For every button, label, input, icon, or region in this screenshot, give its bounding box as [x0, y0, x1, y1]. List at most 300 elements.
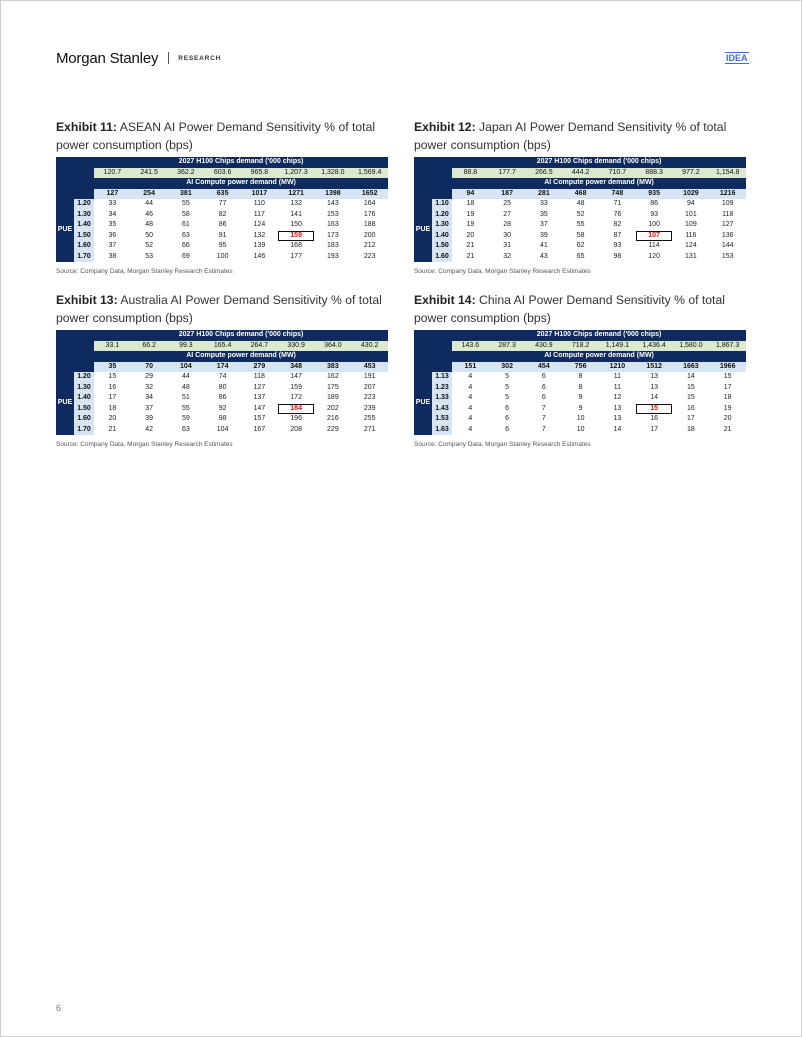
chips-value: 718.2: [562, 341, 599, 352]
sensitivity-table-wrap: [414, 157, 754, 262]
table-cell: 14: [650, 394, 659, 401]
pue-value: 1.20: [74, 199, 94, 210]
table-row: [414, 241, 746, 252]
table-cell: 20: [466, 231, 475, 239]
table-cell: 7: [541, 404, 546, 412]
exhibit-number: Exhibit 12:: [414, 120, 476, 134]
corner-cell: [432, 330, 452, 341]
table-cell: 127: [253, 383, 266, 391]
table-row: [56, 231, 388, 242]
table-cell: 196: [290, 415, 302, 422]
mw-value: 279: [241, 362, 278, 373]
source-note: Source: Company Data, Morgan Stanley Research Estimates: [414, 441, 591, 448]
table-cell: 37: [539, 221, 548, 228]
exhibit-number: Exhibit 11:: [56, 120, 117, 134]
mw-value: 381: [168, 189, 205, 200]
mw-value: 254: [131, 189, 168, 200]
table-cell: 15: [686, 383, 695, 391]
table-cell: 202: [327, 404, 339, 412]
table-cell: 65: [576, 252, 585, 260]
table-cell: 164: [363, 200, 376, 207]
pue-value: 1.20: [74, 372, 94, 383]
mw-value: 1029: [673, 189, 710, 200]
pue-value: 1.33: [432, 393, 452, 404]
highlighted-cell: 107: [636, 231, 672, 242]
exhibit-title-text: Australia AI Power Demand Sensitivity % of total power consumption (bps): [56, 293, 382, 325]
table-cell: 53: [145, 252, 154, 260]
table-cell: 87: [613, 231, 622, 239]
mw-value: 348: [278, 362, 315, 373]
mw-value: 1663: [673, 362, 710, 373]
pue-value: 1.10: [432, 199, 452, 210]
corner-cell: [414, 168, 432, 179]
table-cell: 183: [327, 242, 339, 249]
table-cell: 62: [576, 242, 585, 249]
table-cell: 30: [503, 231, 512, 239]
table-cell: 50: [145, 231, 154, 239]
table-cell: 44: [145, 200, 154, 207]
table-row: [414, 372, 746, 383]
table-cell: 17: [723, 383, 732, 391]
table-row: [414, 210, 746, 221]
table-cell: 144: [721, 242, 734, 249]
table-cell: 200: [363, 231, 376, 239]
section-label: RESEARCH: [178, 54, 222, 62]
chips-demand-title: 2027 H100 Chips demand ('000 chips): [94, 330, 388, 341]
chips-values-row: [56, 341, 388, 352]
pue-value: 1.50: [432, 241, 452, 252]
source-note: Source: Company Data, Morgan Stanley Research Estimates: [414, 268, 591, 275]
mw-value: 1512: [636, 362, 673, 373]
table-cell: 271: [363, 425, 376, 433]
chips-value: 241.5: [131, 168, 168, 179]
chips-value: 88.8: [452, 168, 489, 179]
table-cell: 17: [108, 394, 117, 401]
chips-value: 364.0: [315, 341, 352, 352]
corner-cell: [414, 351, 432, 362]
chips-value: 1,154.8: [709, 168, 746, 179]
compute-power-title: AI Compute power demand (MW): [94, 351, 388, 362]
table-cell: 101: [685, 210, 697, 218]
table-cell: 7: [541, 415, 546, 422]
table-cell: 4: [468, 404, 473, 412]
table-cell: 39: [539, 231, 548, 239]
table-cell: 5: [505, 373, 510, 380]
table-cell: 118: [253, 373, 265, 380]
table-cell: 114: [648, 242, 660, 249]
mw-value: 1398: [315, 189, 352, 200]
table-cell: 82: [218, 210, 227, 218]
chips-title-row: [56, 330, 388, 341]
corner-cell: [414, 189, 432, 200]
chips-value: 99.3: [168, 341, 205, 352]
table-cell: 189: [327, 394, 339, 401]
table-cell: 8: [578, 373, 583, 380]
table-cell: 13: [650, 373, 659, 380]
page-number: 6: [56, 1003, 62, 1013]
sensitivity-table: [56, 157, 388, 262]
table-cell: 14: [613, 425, 622, 433]
table-cell: 141: [290, 210, 302, 218]
table-row: [414, 199, 746, 210]
corner-cell: [414, 157, 432, 168]
chips-title-row: [414, 330, 746, 341]
corner-cell: [414, 362, 432, 373]
mw-value: 127: [94, 189, 131, 200]
table-cell: 21: [108, 425, 117, 433]
corner-cell: [432, 157, 452, 168]
chips-demand-title: 2027 H100 Chips demand ('000 chips): [94, 157, 388, 168]
chips-values-row: [414, 341, 746, 352]
chips-values-row: [414, 168, 746, 179]
table-cell: 6: [505, 415, 510, 422]
table-cell: 6: [541, 394, 546, 401]
mw-value: 302: [489, 362, 526, 373]
table-cell: 168: [290, 242, 302, 249]
table-cell: 20: [108, 415, 117, 422]
pue-label: PUE: [56, 199, 74, 262]
mw-value: 383: [315, 362, 352, 373]
table-cell: 15: [723, 373, 732, 380]
table-cell: 61: [181, 221, 190, 228]
table-cell: 55: [181, 404, 190, 412]
table-row: [414, 425, 746, 436]
table-cell: 86: [650, 200, 659, 207]
table-cell: 132: [290, 200, 302, 207]
mw-value: 1966: [709, 362, 746, 373]
corner-cell: [56, 362, 74, 373]
table-cell: 4: [468, 394, 473, 401]
table-cell: 66: [181, 242, 190, 249]
mw-value: 468: [562, 189, 599, 200]
table-row: [414, 383, 746, 394]
table-cell: 21: [466, 242, 475, 249]
corner-cell: [74, 189, 94, 200]
mw-value: 1216: [709, 189, 746, 200]
corner-cell: [56, 189, 74, 200]
mw-title-row: [56, 351, 388, 362]
table-cell: 120: [648, 252, 660, 260]
exhibit-number: Exhibit 14:: [414, 293, 476, 307]
mw-value: 1271: [278, 189, 315, 200]
source-note: Source: Company Data, Morgan Stanley Research Estimates: [56, 268, 233, 275]
table-cell: 143: [327, 200, 339, 207]
table-cell: 167: [253, 425, 266, 433]
table-cell: 8: [578, 383, 583, 391]
corner-cell: [432, 168, 452, 179]
table-cell: 18: [686, 425, 695, 433]
table-cell: 208: [290, 425, 302, 433]
table-cell: 32: [145, 383, 154, 391]
pue-value: 1.50: [74, 404, 94, 415]
table-row: [414, 404, 746, 415]
table-cell: 132: [253, 231, 266, 239]
table-cell: 223: [363, 394, 376, 401]
mw-value: 748: [599, 189, 636, 200]
pue-value: 1.20: [432, 210, 452, 221]
mw-title-row: [414, 178, 746, 189]
chips-title-row: [414, 157, 746, 168]
mw-value: 1017: [241, 189, 278, 200]
table-cell: [278, 404, 315, 415]
table-cell: 9: [578, 404, 583, 412]
highlighted-cell: 159: [278, 231, 314, 242]
corner-cell: [74, 168, 94, 179]
mw-value: 453: [351, 362, 388, 373]
table-cell: 11: [613, 373, 622, 380]
pue-value: 1.63: [432, 425, 452, 436]
pue-value: 1.50: [74, 231, 94, 242]
chips-value: 143.6: [452, 341, 489, 352]
exhibit-number: Exhibit 13:: [56, 293, 118, 307]
table-cell: 48: [181, 383, 190, 391]
mw-values-row: [414, 189, 746, 200]
chips-value: 430.9: [526, 341, 563, 352]
table-cell: 127: [721, 221, 734, 228]
table-row: [56, 425, 388, 436]
table-row: [56, 210, 388, 221]
table-cell: 36: [108, 231, 117, 239]
table-cell: 4: [468, 425, 473, 433]
table-cell: 28: [503, 221, 512, 228]
table-cell: 74: [218, 373, 227, 380]
pue-value: 1.30: [432, 220, 452, 231]
mw-values-row: [414, 362, 746, 373]
corner-cell: [414, 330, 432, 341]
table-cell: 19: [466, 221, 475, 228]
table-row: [56, 199, 388, 210]
table-cell: 104: [216, 425, 229, 433]
table-cell: 13: [650, 383, 659, 391]
sensitivity-table: [56, 330, 388, 435]
exhibit-14: [414, 291, 754, 448]
corner-cell: [74, 157, 94, 168]
table-cell: 76: [613, 210, 622, 218]
table-cell: [636, 404, 673, 415]
table-cell: 6: [505, 404, 510, 412]
table-cell: 19: [723, 404, 732, 412]
mw-value: 151: [452, 362, 489, 373]
pue-label: PUE: [56, 372, 74, 435]
table-cell: 82: [613, 221, 622, 228]
table-cell: 34: [108, 210, 117, 218]
corner-cell: [56, 351, 74, 362]
table-cell: [636, 231, 673, 242]
chips-value: 430.2: [351, 341, 388, 352]
corner-cell: [432, 341, 452, 352]
table-row: [414, 414, 746, 425]
table-cell: 25: [503, 200, 512, 207]
table-cell: 239: [363, 404, 376, 412]
table-cell: 136: [721, 231, 734, 239]
chips-value: 888.3: [636, 168, 673, 179]
table-cell: 216: [327, 415, 339, 422]
pue-value: 1.70: [74, 425, 94, 436]
table-cell: 131: [685, 252, 697, 260]
table-row: [414, 393, 746, 404]
exhibit-title: [414, 291, 754, 327]
pue-value: 1.40: [432, 231, 452, 242]
table-cell: 34: [145, 394, 154, 401]
table-cell: 117: [253, 210, 265, 218]
chips-value: 33.1: [94, 341, 131, 352]
pue-label: PUE: [414, 199, 432, 262]
chips-value: 330.9: [278, 341, 315, 352]
mw-value: 35: [94, 362, 131, 373]
table-cell: 4: [468, 415, 473, 422]
corner-cell: [432, 189, 452, 200]
table-cell: 11: [613, 383, 622, 391]
table-cell: 69: [181, 252, 190, 260]
pue-value: 1.70: [74, 252, 94, 263]
table-cell: 94: [686, 200, 695, 207]
table-cell: 16: [650, 415, 659, 422]
sensitivity-table: [414, 330, 746, 435]
exhibit-title: [414, 118, 754, 154]
table-cell: 5: [505, 383, 510, 391]
corner-cell: [432, 178, 452, 189]
chips-value: 264.7: [241, 341, 278, 352]
mw-value: 104: [168, 362, 205, 373]
table-cell: 162: [327, 373, 339, 380]
table-cell: 21: [723, 425, 732, 433]
table-cell: 159: [290, 383, 302, 391]
corner-cell: [56, 157, 74, 168]
table-cell: 86: [218, 394, 227, 401]
chips-demand-title: 2027 H100 Chips demand ('000 chips): [452, 157, 746, 168]
chips-demand-title: 2027 H100 Chips demand ('000 chips): [452, 330, 746, 341]
table-cell: 10: [576, 415, 585, 422]
table-cell: 10: [576, 425, 585, 433]
pue-value: 1.13: [432, 372, 452, 383]
pue-value: 1.30: [74, 210, 94, 221]
table-cell: 13: [613, 404, 622, 412]
chips-title-row: [56, 157, 388, 168]
table-cell: 153: [721, 252, 734, 260]
table-row: [414, 220, 746, 231]
table-cell: 229: [327, 425, 339, 433]
table-cell: 177: [290, 252, 302, 260]
table-cell: 172: [290, 394, 302, 401]
corner-cell: [74, 351, 94, 362]
table-cell: 6: [541, 373, 546, 380]
corner-cell: [414, 341, 432, 352]
table-cell: 59: [181, 415, 190, 422]
chips-value: 120.7: [94, 168, 131, 179]
table-cell: 52: [145, 242, 154, 249]
exhibit-title: [56, 291, 396, 327]
mw-value: 281: [526, 189, 563, 200]
table-cell: 18: [723, 394, 732, 401]
sensitivity-table: [414, 157, 746, 262]
exhibit-13: [56, 291, 396, 448]
exhibit-12: [414, 118, 754, 275]
table-row: [414, 252, 746, 263]
mw-value: 454: [526, 362, 563, 373]
table-cell: 32: [503, 252, 512, 260]
table-cell: 48: [576, 200, 585, 207]
pue-value: 1.60: [432, 252, 452, 263]
exhibit-11: [56, 118, 396, 275]
table-row: [414, 231, 746, 242]
chips-value: 66.2: [131, 341, 168, 352]
chips-value: 603.6: [204, 168, 241, 179]
compute-power-title: AI Compute power demand (MW): [452, 178, 746, 189]
table-cell: 51: [181, 394, 190, 401]
mw-title-row: [414, 351, 746, 362]
chips-value: 177.7: [489, 168, 526, 179]
pue-value: 1.60: [74, 414, 94, 425]
table-cell: 38: [108, 252, 117, 260]
chips-value: 444.2: [562, 168, 599, 179]
table-cell: 255: [363, 415, 376, 422]
table-cell: 42: [145, 425, 154, 433]
table-cell: 20: [723, 415, 732, 422]
table-cell: 163: [327, 221, 339, 228]
table-row: [56, 404, 388, 415]
table-row: [56, 220, 388, 231]
pue-value: 1.40: [74, 220, 94, 231]
table-cell: 15: [108, 373, 117, 380]
table-cell: 18: [466, 200, 475, 207]
chips-value: 1,328.0: [315, 168, 352, 179]
table-cell: 92: [218, 404, 227, 412]
table-cell: 146: [253, 252, 266, 260]
table-cell: 33: [108, 200, 117, 207]
table-cell: 31: [503, 242, 512, 249]
table-cell: 52: [576, 210, 585, 218]
mw-value: 756: [562, 362, 599, 373]
table-cell: 193: [327, 252, 339, 260]
table-cell: 7: [541, 425, 546, 433]
chips-value: 1,867.3: [709, 341, 746, 352]
table-cell: 63: [181, 425, 190, 433]
table-cell: 207: [363, 383, 376, 391]
table-row: [56, 383, 388, 394]
table-cell: 48: [145, 221, 154, 228]
table-cell: 100: [216, 252, 229, 260]
corner-cell: [74, 330, 94, 341]
table-cell: 98: [613, 252, 622, 260]
table-cell: 14: [686, 373, 695, 380]
mw-values-row: [56, 189, 388, 200]
table-cell: 150: [290, 221, 302, 228]
chips-value: 1,436.4: [636, 341, 673, 352]
pue-value: 1.43: [432, 404, 452, 415]
chips-value: 710.7: [599, 168, 636, 179]
corner-cell: [56, 330, 74, 341]
corner-cell: [74, 178, 94, 189]
table-cell: 35: [108, 221, 117, 228]
corner-cell: [432, 362, 452, 373]
chips-value: 287.3: [489, 341, 526, 352]
mw-values-row: [56, 362, 388, 373]
table-cell: 93: [650, 210, 659, 218]
mw-value: 1210: [599, 362, 636, 373]
table-cell: 6: [505, 425, 510, 433]
pue-value: 1.53: [432, 414, 452, 425]
table-cell: 27: [503, 210, 512, 218]
corner-cell: [56, 341, 74, 352]
corner-cell: [56, 168, 74, 179]
table-cell: 157: [253, 415, 266, 422]
table-cell: 58: [181, 210, 190, 218]
table-cell: 91: [218, 231, 227, 239]
table-cell: 212: [363, 242, 376, 249]
mw-value: 94: [452, 189, 489, 200]
table-cell: 116: [685, 231, 697, 239]
mw-value: 935: [636, 189, 673, 200]
